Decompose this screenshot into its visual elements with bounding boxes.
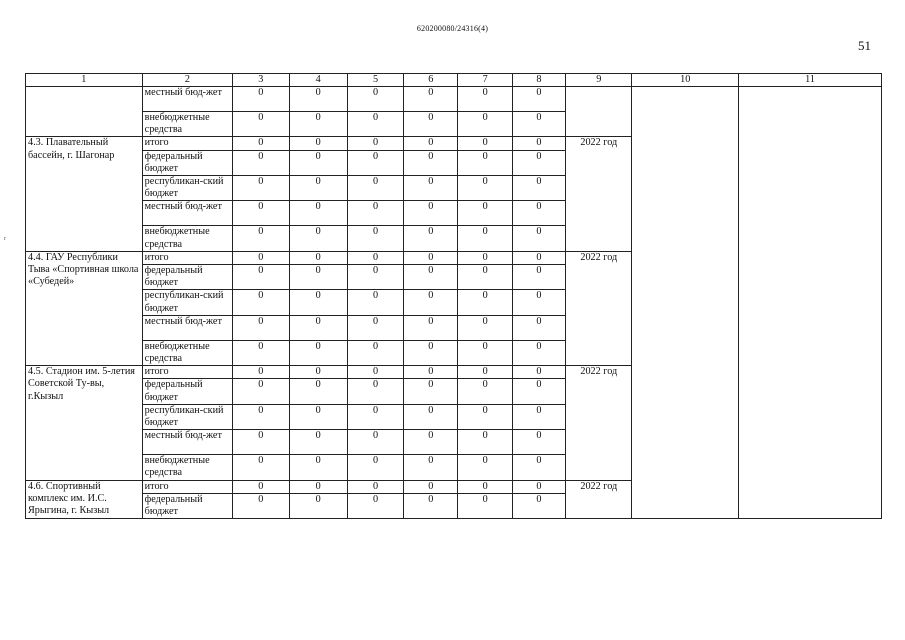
value-cell: 0 [404, 201, 458, 226]
value-cell: 0 [458, 379, 512, 404]
col-header: 3 [233, 74, 289, 87]
value-cell: 0 [347, 379, 403, 404]
funding-source-cell: федеральный бюджет [142, 379, 233, 404]
value-cell: 0 [347, 176, 403, 201]
value-cell: 0 [347, 340, 403, 365]
value-cell: 0 [233, 226, 289, 251]
value-cell: 0 [512, 150, 565, 175]
value-cell: 0 [347, 137, 403, 150]
year-cell: 2022 год [566, 137, 632, 251]
funding-source-cell: внебюджетные средства [142, 226, 233, 251]
col-header: 2 [142, 74, 233, 87]
value-cell: 0 [233, 265, 289, 290]
col-header: 5 [347, 74, 403, 87]
value-cell: 0 [289, 137, 347, 150]
value-cell: 0 [512, 87, 565, 112]
value-cell: 0 [404, 251, 458, 264]
value-cell: 0 [347, 430, 403, 455]
value-cell: 0 [289, 112, 347, 137]
value-cell: 0 [289, 87, 347, 112]
budget-table [25, 73, 882, 519]
col11-cell [739, 87, 882, 519]
value-cell: 0 [233, 137, 289, 150]
value-cell: 0 [347, 226, 403, 251]
year-cell: 2022 год [566, 366, 632, 480]
value-cell: 0 [512, 493, 565, 518]
col-header: 11 [739, 74, 882, 87]
value-cell: 0 [347, 251, 403, 264]
funding-source-cell: местный бюд-жет [142, 315, 233, 340]
value-cell: 0 [458, 315, 512, 340]
value-cell: 0 [458, 87, 512, 112]
funding-source-cell: федеральный бюджет [142, 265, 233, 290]
value-cell: 0 [289, 455, 347, 480]
value-cell: 0 [404, 226, 458, 251]
stray-mark: r [4, 236, 6, 242]
funding-source-cell: внебюджетные средства [142, 112, 233, 137]
table-body [26, 87, 882, 519]
value-cell: 0 [347, 87, 403, 112]
value-cell: 0 [233, 315, 289, 340]
funding-source-cell: республикан-ский бюджет [142, 176, 233, 201]
funding-source-cell: республикан-ский бюджет [142, 290, 233, 315]
value-cell: 0 [347, 112, 403, 137]
value-cell: 0 [289, 493, 347, 518]
value-cell: 0 [233, 176, 289, 201]
funding-source-cell: итого [142, 366, 233, 379]
object-name-cell: 4.4. ГАУ Республики Тыва «Спортивная школа «Субедей» [26, 251, 143, 365]
value-cell: 0 [512, 112, 565, 137]
value-cell: 0 [458, 251, 512, 264]
value-cell: 0 [289, 430, 347, 455]
value-cell: 0 [458, 455, 512, 480]
value-cell: 0 [289, 226, 347, 251]
value-cell: 0 [289, 315, 347, 340]
value-cell: 0 [233, 480, 289, 493]
value-cell: 0 [347, 366, 403, 379]
value-cell: 0 [512, 251, 565, 264]
value-cell: 0 [289, 480, 347, 493]
object-name-cell: 4.5. Стадион им. 5-летия Советской Ту-вы, г.Кызыл [26, 366, 143, 480]
value-cell: 0 [233, 493, 289, 518]
value-cell: 0 [233, 404, 289, 429]
value-cell: 0 [233, 430, 289, 455]
value-cell: 0 [347, 455, 403, 480]
year-cell: 2022 год [566, 480, 632, 519]
value-cell: 0 [233, 379, 289, 404]
value-cell: 0 [458, 480, 512, 493]
value-cell: 0 [458, 201, 512, 226]
value-cell: 0 [233, 366, 289, 379]
value-cell: 0 [347, 404, 403, 429]
col10-cell [632, 87, 739, 519]
funding-source-cell: местный бюд-жет [142, 430, 233, 455]
value-cell: 0 [233, 150, 289, 175]
col-header: 9 [566, 74, 632, 87]
value-cell: 0 [512, 176, 565, 201]
col-header: 7 [458, 74, 512, 87]
value-cell: 0 [458, 404, 512, 429]
funding-source-cell: итого [142, 251, 233, 264]
value-cell: 0 [289, 265, 347, 290]
value-cell: 0 [404, 404, 458, 429]
value-cell: 0 [512, 480, 565, 493]
value-cell: 0 [347, 480, 403, 493]
value-cell: 0 [512, 265, 565, 290]
table-row [26, 87, 882, 112]
value-cell: 0 [458, 137, 512, 150]
value-cell: 0 [289, 340, 347, 365]
value-cell: 0 [512, 226, 565, 251]
value-cell: 0 [404, 315, 458, 340]
funding-source-cell: итого [142, 480, 233, 493]
value-cell: 0 [289, 404, 347, 429]
value-cell: 0 [458, 150, 512, 175]
funding-source-cell: итого [142, 137, 233, 150]
value-cell: 0 [512, 201, 565, 226]
value-cell: 0 [404, 379, 458, 404]
value-cell: 0 [404, 340, 458, 365]
value-cell: 0 [458, 112, 512, 137]
value-cell: 0 [233, 87, 289, 112]
value-cell: 0 [404, 150, 458, 175]
value-cell: 0 [347, 265, 403, 290]
object-name-cell: 4.3. Плавательный бассейн, г. Шагонар [26, 137, 143, 251]
value-cell: 0 [233, 201, 289, 226]
value-cell: 0 [458, 366, 512, 379]
value-cell: 0 [289, 251, 347, 264]
value-cell: 0 [404, 176, 458, 201]
funding-source-cell: местный бюд-жет [142, 201, 233, 226]
funding-source-cell: местный бюд-жет [142, 87, 233, 112]
value-cell: 0 [233, 290, 289, 315]
page-number: 51 [858, 38, 871, 53]
value-cell: 0 [458, 226, 512, 251]
value-cell: 0 [458, 176, 512, 201]
year-cell [566, 87, 632, 137]
funding-source-cell: внебюджетные средства [142, 340, 233, 365]
value-cell: 0 [512, 404, 565, 429]
value-cell: 0 [289, 379, 347, 404]
column-number-row [26, 74, 882, 87]
funding-source-cell: республикан-ский бюджет [142, 404, 233, 429]
value-cell: 0 [512, 315, 565, 340]
value-cell: 0 [458, 340, 512, 365]
value-cell: 0 [512, 430, 565, 455]
value-cell: 0 [347, 493, 403, 518]
value-cell: 0 [404, 137, 458, 150]
value-cell: 0 [458, 430, 512, 455]
value-cell: 0 [289, 150, 347, 175]
value-cell: 0 [458, 493, 512, 518]
value-cell: 0 [512, 137, 565, 150]
value-cell: 0 [404, 366, 458, 379]
value-cell: 0 [347, 290, 403, 315]
value-cell: 0 [404, 480, 458, 493]
col-header: 1 [26, 74, 143, 87]
col-header: 10 [632, 74, 739, 87]
object-name-cell: 4.6. Спортивный комплекс им. И.С. Ярыгина, г. Кызыл [26, 480, 143, 519]
value-cell: 0 [289, 201, 347, 226]
value-cell: 0 [289, 176, 347, 201]
value-cell: 0 [404, 265, 458, 290]
value-cell: 0 [458, 265, 512, 290]
value-cell: 0 [404, 455, 458, 480]
value-cell: 0 [233, 251, 289, 264]
year-cell: 2022 год [566, 251, 632, 365]
value-cell: 0 [512, 366, 565, 379]
value-cell: 0 [404, 87, 458, 112]
value-cell: 0 [233, 340, 289, 365]
value-cell: 0 [404, 290, 458, 315]
value-cell: 0 [289, 366, 347, 379]
value-cell: 0 [404, 430, 458, 455]
value-cell: 0 [233, 455, 289, 480]
col-header: 4 [289, 74, 347, 87]
value-cell: 0 [289, 290, 347, 315]
value-cell: 0 [347, 315, 403, 340]
value-cell: 0 [512, 290, 565, 315]
value-cell: 0 [347, 150, 403, 175]
value-cell: 0 [404, 112, 458, 137]
funding-source-cell: внебюджетные средства [142, 455, 233, 480]
value-cell: 0 [347, 201, 403, 226]
funding-source-cell: федеральный бюджет [142, 150, 233, 175]
value-cell: 0 [512, 340, 565, 365]
col-header: 6 [404, 74, 458, 87]
value-cell: 0 [458, 290, 512, 315]
value-cell: 0 [512, 379, 565, 404]
funding-source-cell: федеральный бюджет [142, 493, 233, 518]
col-header: 8 [512, 74, 565, 87]
object-name-cell [26, 87, 143, 137]
value-cell: 0 [512, 455, 565, 480]
value-cell: 0 [233, 112, 289, 137]
document-code: 620200080/24316(4) [416, 24, 489, 33]
value-cell: 0 [404, 493, 458, 518]
